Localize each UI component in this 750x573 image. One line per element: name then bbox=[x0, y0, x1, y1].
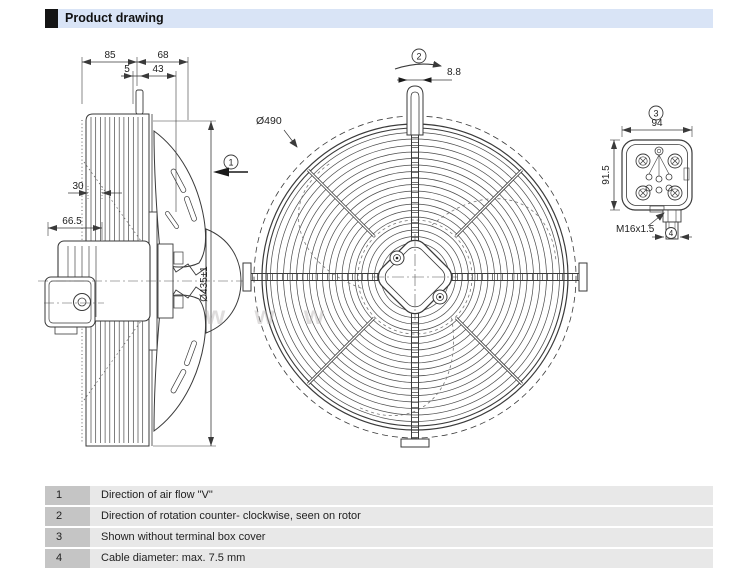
notes-table bbox=[45, 486, 713, 570]
callout-cable bbox=[652, 228, 692, 239]
terminal-box-detail bbox=[601, 106, 692, 239]
dim-66-5-label: 66.5 bbox=[62, 216, 82, 227]
dim-435-label: Ø435±1 bbox=[199, 266, 210, 302]
motor-side bbox=[45, 241, 150, 334]
callout-rotation bbox=[395, 49, 441, 69]
hub-plate bbox=[372, 234, 458, 320]
note-number: 1 bbox=[45, 486, 90, 505]
page-title: Product drawing bbox=[65, 11, 164, 25]
note-text: Direction of air flow "V" bbox=[93, 486, 713, 505]
dim-91-5-label: 91.5 bbox=[601, 165, 612, 185]
hub-screw bbox=[433, 290, 447, 304]
note-number: 2 bbox=[45, 507, 90, 526]
callout-airflow bbox=[213, 155, 248, 177]
note-number: 4 bbox=[45, 549, 90, 568]
watermark-text: w w w bbox=[205, 300, 336, 330]
dim-8-8-label: 8.8 bbox=[447, 67, 461, 78]
callout-2-number: 2 bbox=[416, 51, 422, 62]
terminal-box-body bbox=[622, 140, 692, 212]
note-text: Direction of rotation counter- clockwise, seen on rotor bbox=[93, 507, 713, 526]
table-row bbox=[45, 486, 713, 505]
callout-1-number: 1 bbox=[228, 157, 234, 168]
dim-94-label: 94 bbox=[651, 118, 663, 129]
table-row bbox=[45, 549, 713, 568]
dim-30-label: 30 bbox=[72, 181, 84, 192]
side-view bbox=[38, 50, 248, 446]
note-text: Cable diameter: max. 7.5 mm bbox=[93, 549, 713, 568]
table-row bbox=[45, 507, 713, 526]
callout-4-number: 4 bbox=[668, 229, 674, 239]
hub-screw bbox=[390, 251, 404, 265]
dim-43-label: 43 bbox=[152, 64, 164, 75]
airflow-arrow-icon bbox=[213, 168, 229, 177]
dim-5-label: 5 bbox=[124, 64, 130, 75]
note-number: 3 bbox=[45, 528, 90, 547]
front-view bbox=[243, 49, 587, 447]
callout-3-number: 3 bbox=[653, 108, 659, 119]
thread-label: M16x1.5 bbox=[616, 224, 655, 235]
rotation-arrow-icon bbox=[395, 64, 441, 69]
dim-490-label: Ø490 bbox=[256, 115, 282, 127]
table-row bbox=[45, 528, 713, 547]
dim-85-label: 85 bbox=[104, 50, 116, 61]
note-text: Shown without terminal box cover bbox=[93, 528, 713, 547]
dim-68-label: 68 bbox=[157, 50, 169, 61]
